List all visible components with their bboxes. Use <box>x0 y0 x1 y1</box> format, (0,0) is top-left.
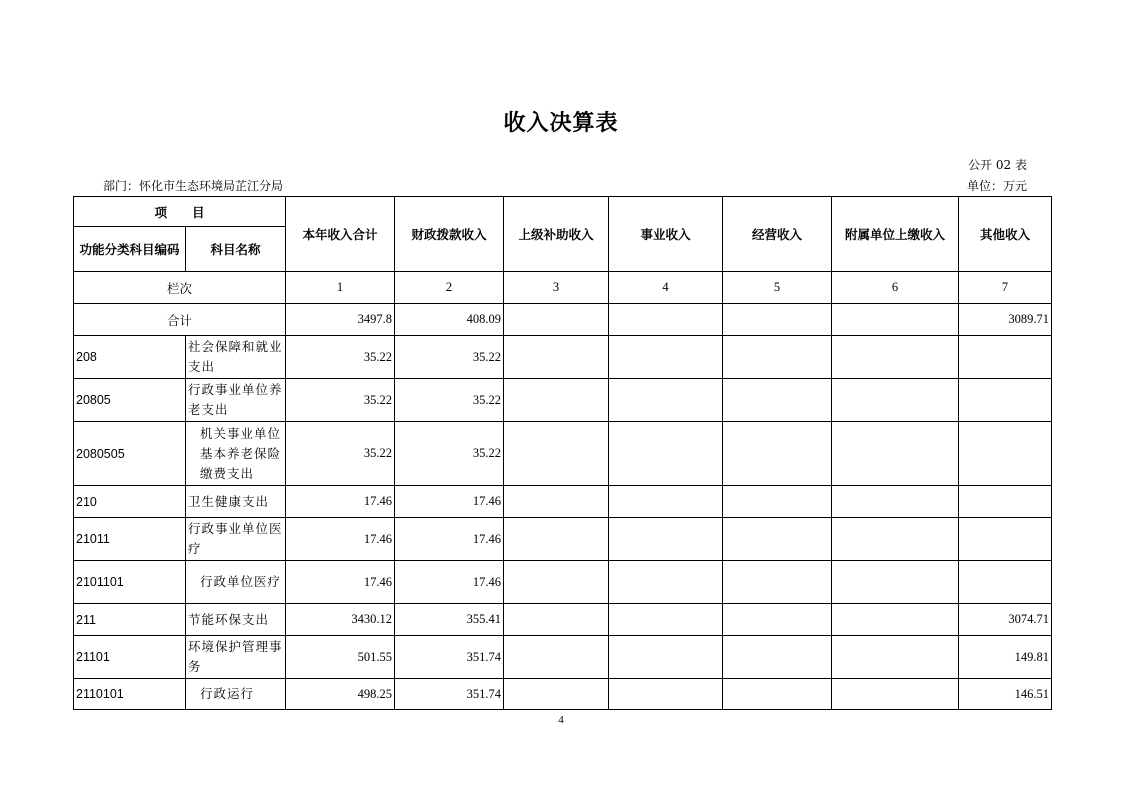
row-value: 498.25 <box>286 679 395 710</box>
row-code: 21011 <box>74 518 186 561</box>
row-code: 2080505 <box>74 422 186 486</box>
row-name: 行政运行 <box>186 679 286 710</box>
row-value <box>832 604 959 636</box>
row-value <box>504 379 609 422</box>
header-col-1: 本年收入合计 <box>286 197 395 272</box>
row-name: 行政事业单位医疗 <box>186 518 286 561</box>
department-label: 部门：怀化市生态环境局芷江分局 <box>103 179 284 193</box>
row-value: 351.74 <box>395 679 504 710</box>
index-cell: 2 <box>395 272 504 304</box>
index-cell: 3 <box>504 272 609 304</box>
row-name: 行政事业单位养老支出 <box>186 379 286 422</box>
row-value: 501.55 <box>286 636 395 679</box>
unit-label: 单位：万元 <box>966 179 1027 193</box>
row-value <box>832 422 959 486</box>
row-code: 211 <box>74 604 186 636</box>
row-code: 208 <box>74 336 186 379</box>
row-name: 社会保障和就业支出 <box>186 336 286 379</box>
row-value <box>832 486 959 518</box>
index-cell: 1 <box>286 272 395 304</box>
index-label: 栏次 <box>74 272 286 304</box>
row-value <box>504 486 609 518</box>
row-value: 17.46 <box>286 561 395 604</box>
row-value: 17.46 <box>395 486 504 518</box>
total-cell <box>723 304 832 336</box>
row-code: 20805 <box>74 379 186 422</box>
header-name: 科目名称 <box>186 227 286 272</box>
index-cell: 5 <box>723 272 832 304</box>
total-cell: 3089.71 <box>959 304 1052 336</box>
form-number: 公开 02 表 <box>968 158 1027 172</box>
row-name: 卫生健康支出 <box>186 486 286 518</box>
row-value <box>609 486 723 518</box>
header-col-5: 经营收入 <box>723 197 832 272</box>
row-value <box>723 561 832 604</box>
header-col-3: 上级补助收入 <box>504 197 609 272</box>
row-value <box>609 422 723 486</box>
total-cell: 408.09 <box>395 304 504 336</box>
total-cell <box>832 304 959 336</box>
header-code: 功能分类科目编码 <box>74 227 186 272</box>
index-cell: 7 <box>959 272 1052 304</box>
row-value <box>959 486 1052 518</box>
row-value <box>832 561 959 604</box>
row-value: 35.22 <box>395 379 504 422</box>
table-row <box>74 636 1052 679</box>
header-col-4: 事业收入 <box>609 197 723 272</box>
row-code: 2110101 <box>74 679 186 710</box>
row-value: 17.46 <box>286 518 395 561</box>
row-name: 行政单位医疗 <box>186 561 286 604</box>
row-value <box>609 379 723 422</box>
index-cell: 6 <box>832 272 959 304</box>
row-value <box>959 336 1052 379</box>
row-name: 节能环保支出 <box>186 604 286 636</box>
row-value <box>609 561 723 604</box>
row-value <box>832 679 959 710</box>
row-value <box>959 422 1052 486</box>
header-col-2: 财政拨款收入 <box>395 197 504 272</box>
row-value <box>723 604 832 636</box>
row-value <box>723 422 832 486</box>
row-value: 351.74 <box>395 636 504 679</box>
header-project: 项 目 <box>74 197 286 227</box>
index-row <box>74 272 1052 304</box>
row-name: 机关事业单位基本养老保险缴费支出 <box>186 422 286 486</box>
row-value <box>504 636 609 679</box>
index-cell: 4 <box>609 272 723 304</box>
row-value <box>723 679 832 710</box>
row-value <box>609 518 723 561</box>
row-value: 355.41 <box>395 604 504 636</box>
row-value <box>504 561 609 604</box>
row-value <box>832 636 959 679</box>
row-value: 146.51 <box>959 679 1052 710</box>
table-row <box>74 336 1052 379</box>
header-col-7: 其他收入 <box>959 197 1052 272</box>
row-value <box>609 604 723 636</box>
row-value <box>832 518 959 561</box>
row-value: 35.22 <box>286 379 395 422</box>
total-cell <box>609 304 723 336</box>
table-row <box>74 518 1052 561</box>
row-value <box>832 379 959 422</box>
row-value: 149.81 <box>959 636 1052 679</box>
row-value: 3074.71 <box>959 604 1052 636</box>
total-cell <box>504 304 609 336</box>
row-value: 35.22 <box>395 422 504 486</box>
row-value <box>723 518 832 561</box>
total-row <box>74 304 1052 336</box>
row-value <box>723 336 832 379</box>
row-value <box>504 336 609 379</box>
row-value <box>504 604 609 636</box>
page-number: 4 <box>558 714 564 726</box>
table-row <box>74 679 1052 710</box>
row-value <box>959 379 1052 422</box>
table-row <box>74 379 1052 422</box>
row-value <box>959 518 1052 561</box>
row-value: 3430.12 <box>286 604 395 636</box>
row-value <box>832 336 959 379</box>
row-value <box>723 486 832 518</box>
row-value <box>723 379 832 422</box>
row-value: 35.22 <box>286 422 395 486</box>
row-value <box>723 636 832 679</box>
header-row-1 <box>74 197 1052 227</box>
total-cell: 3497.8 <box>286 304 395 336</box>
income-table <box>73 196 1052 710</box>
header-col-6: 附属单位上缴收入 <box>832 197 959 272</box>
row-value <box>504 422 609 486</box>
row-value: 17.46 <box>286 486 395 518</box>
row-value: 17.46 <box>395 518 504 561</box>
total-label: 合计 <box>74 304 286 336</box>
row-value: 35.22 <box>395 336 504 379</box>
row-code: 2101101 <box>74 561 186 604</box>
table-row <box>74 422 1052 486</box>
row-value: 17.46 <box>395 561 504 604</box>
table-row <box>74 561 1052 604</box>
row-value <box>959 561 1052 604</box>
row-code: 21101 <box>74 636 186 679</box>
page-title: 收入决算表 <box>503 111 619 136</box>
row-value <box>609 636 723 679</box>
row-value <box>609 336 723 379</box>
row-code: 210 <box>74 486 186 518</box>
row-name: 环境保护管理事务 <box>186 636 286 679</box>
table-row <box>74 486 1052 518</box>
row-value <box>609 679 723 710</box>
row-value: 35.22 <box>286 336 395 379</box>
row-value <box>504 518 609 561</box>
row-value <box>504 679 609 710</box>
table-row <box>74 604 1052 636</box>
